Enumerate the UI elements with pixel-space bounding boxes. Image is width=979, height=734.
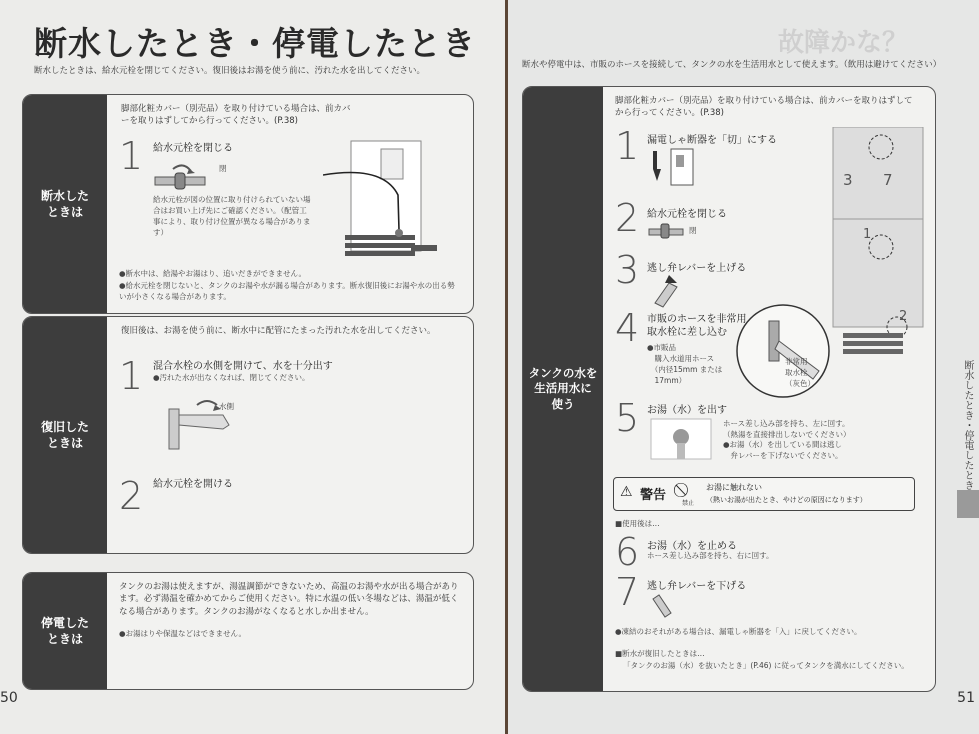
section-recovery xyxy=(22,316,474,554)
step-number: 2 xyxy=(615,196,640,240)
warning-label: 警告 xyxy=(640,488,667,503)
step-label: 市販のホースを非常用 取水栓に差し込む xyxy=(647,314,747,338)
prohibited-label: 禁止 xyxy=(682,500,695,507)
power-outage-text: タンクのお湯は使えますが、湯温調節ができないため、高温のお湯や水が出る場合があります。必ず湯温を確かめてからご使用ください。特に水温の低い冬場などは、湯温が低くなる場合があります。タンクのお湯がなくなると水しか出ません。 xyxy=(119,582,459,617)
step-note: ●汚れた水が出なくなれば、閉じてください。 xyxy=(153,373,310,382)
step-number: 1 xyxy=(119,134,144,178)
page-subtitle: 断水したときは、給水元栓を閉じてください。復旧後はお湯を使う前に、汚れた水を出してください。 xyxy=(34,66,426,76)
page-number: 50 xyxy=(0,690,18,706)
step-number: 7 xyxy=(615,570,640,614)
step-label: 給水元栓を閉じる xyxy=(647,209,727,220)
section-intro: 復旧後は、お湯を使う前に、断水中に配管にたまった汚れた水を出してください。 xyxy=(121,326,436,336)
step-label: 漏電しゃ断器を「切」にする xyxy=(647,135,777,146)
breaker-icon xyxy=(647,147,697,191)
warning-box xyxy=(613,477,915,511)
section-tab-power: 停電した ときは xyxy=(23,573,107,689)
bullet-note: ●お湯はりや保温などはできません。 xyxy=(119,629,246,638)
warning-icon: ⚠ xyxy=(620,484,633,500)
closed-label: 閉 xyxy=(689,226,697,235)
section-tab-tank: タンクの水を 生活用水に 使う xyxy=(523,87,603,691)
page-title: 断水したとき・停電したとき xyxy=(34,24,476,63)
water-valve-icon xyxy=(647,219,687,243)
diagram-number: 2 xyxy=(899,309,908,324)
step-label: 逃し弁レバーを下げる xyxy=(647,581,747,592)
section-water-outage xyxy=(22,94,474,314)
water-valve-icon xyxy=(153,159,213,193)
freeze-note: ●凍結のおそれがある場合は、漏電しゃ断器を「入」に戻してください。 xyxy=(615,627,862,636)
right-page xyxy=(508,0,979,734)
bullet-note: ●断水中は、給湯やお湯はり、追いだきができません。 xyxy=(119,269,306,278)
page-subtitle: 断水や停電中は、市販のホースを接続して、タンクの水を生活用水として使えます。（飲用は避けてください） xyxy=(522,60,942,70)
restore-note: 「タンクのお湯（水）を抜いたとき」(P.46) に従ってタンクを満水にしてください。 xyxy=(623,661,909,670)
closed-label: 閉 xyxy=(219,164,227,173)
step-number: 1 xyxy=(615,124,640,168)
page-number: 51 xyxy=(957,690,975,706)
warning-title: お湯に触れない xyxy=(706,483,762,492)
step-label: お湯（水）を出す xyxy=(647,405,727,416)
bullet-note: ●給水元栓を閉じないと、タンクのお湯や水が漏る場合があります。断水復旧後にお湯や水の出る勢いが小さくなる場合があります。 xyxy=(119,281,455,301)
step-number: 6 xyxy=(615,530,640,574)
section-intro: 脚部化粧カバー（別売品）を取り付けている場合は、前カバーを取りはずしてから行ってください。(P.38) xyxy=(121,104,351,127)
step-label: 給水元栓を開ける xyxy=(153,479,233,490)
step-label: 混合水栓の水側を開けて、水を十分出す xyxy=(153,361,333,372)
ghost-heading: 故障かな？ xyxy=(778,28,909,58)
hose-outlet-icon xyxy=(647,417,717,463)
warning-text: （熱いお湯が出たとき、やけどの原因になります） xyxy=(706,496,867,504)
relief-lever-icon xyxy=(647,273,687,309)
step-label: 給水元栓を閉じる xyxy=(153,143,233,154)
side-label: 断水したとき・停電したとき xyxy=(962,360,973,490)
step-number: 1 xyxy=(119,354,144,398)
diagram-number: 3 xyxy=(843,171,853,189)
side-tab-marker xyxy=(957,490,979,518)
step-number: 5 xyxy=(615,396,640,440)
relief-lever-icon xyxy=(647,593,677,623)
step-number: 2 xyxy=(119,474,144,518)
step-note: ホース差し込み部を持ち、右に回す。 xyxy=(647,551,774,560)
section-tab-outage: 断水した ときは xyxy=(23,95,107,313)
step-number: 3 xyxy=(615,248,640,292)
section-tab-recovery: 復旧した ときは xyxy=(23,317,107,553)
hose-note: ●市販品 購入水道用ホース （内径15mm または 17mm） xyxy=(647,343,723,385)
restore-heading: ■断水が復旧したときは… xyxy=(615,649,705,658)
step-label: 逃し弁レバーを上げる xyxy=(647,263,747,274)
emergency-tap-magnifier xyxy=(733,301,833,401)
section-intro: 脚部化粧カバー（別売品）を取り付けている場合は、前カバーを取りはずしてから行ってください。(P.38) xyxy=(615,96,913,119)
diagram-number: 1 xyxy=(863,227,872,242)
diagram-number: 7 xyxy=(883,171,893,189)
step-label: お湯（水）を止める xyxy=(647,541,737,552)
water-side-label: 水側 xyxy=(219,402,234,411)
emergency-tap-label: 非常用 取水栓 （灰色） xyxy=(785,357,815,388)
step-number: 4 xyxy=(615,306,640,350)
faucet-icon xyxy=(163,391,243,451)
section-tank-water xyxy=(522,86,936,692)
step-note: 給水元栓が図の位置に取り付けられていない場合はお買い上げ先にご確認ください。（配管工事により、取り付け位置が異なる場合があります） xyxy=(153,195,311,237)
step-note: ホース差し込み部を持ち、左に回す。 （熱湯を直接排出しないでください） ●お湯（水）を出している間は逃し 弁レバーを下げないでください。 xyxy=(723,419,851,460)
section-power-outage xyxy=(22,572,474,690)
tank-unit-illustration xyxy=(823,127,933,377)
water-heater-illustration xyxy=(323,135,443,265)
after-use-heading: ■使用後は… xyxy=(615,519,660,528)
